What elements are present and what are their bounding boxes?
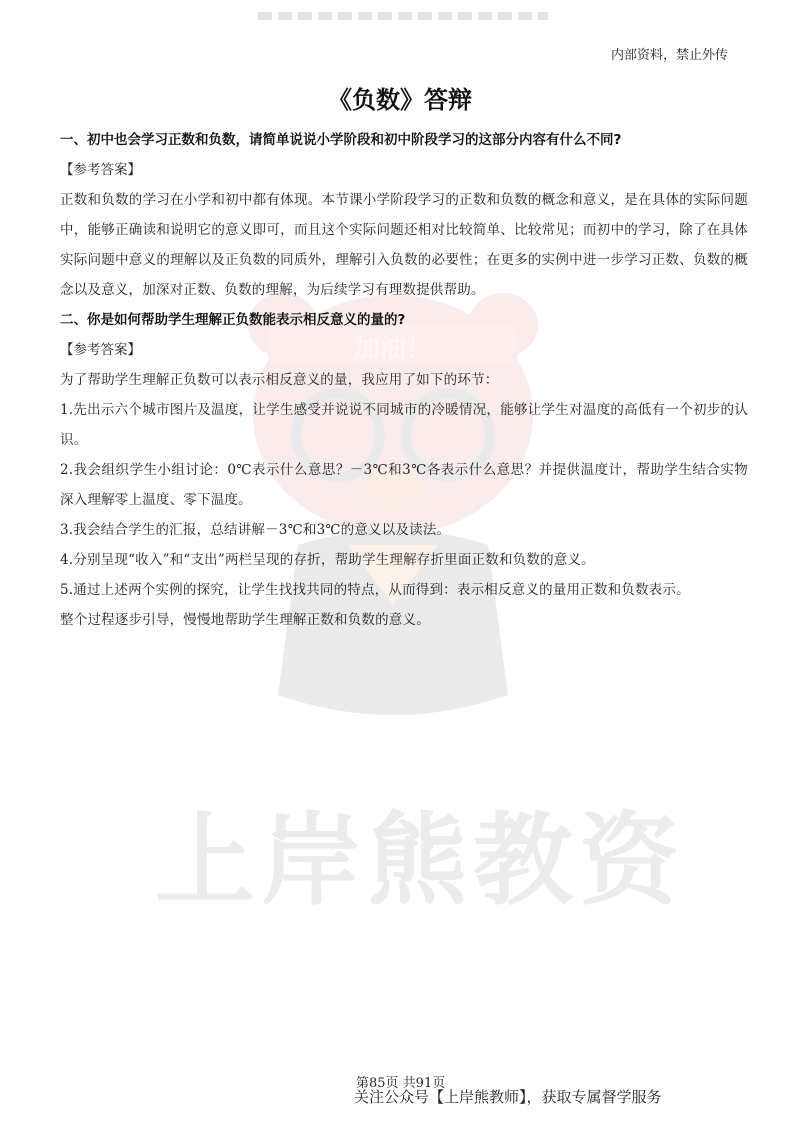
answer-line: 3.我会结合学生的汇报，总结讲解－3℃和3℃的意义以及读法。: [60, 522, 451, 538]
answer-paragraph: 正数和负数的学习在小学和初中都有体现。本节课小学阶段学习的正数和负数的概念和意义，是在具体的实际问题中，能够正确读和说明它的意义即可，而且这个实际问题还相对比较简单、比较常见；而初中的学习，除了在具体实际问题中意义的理解以及正负数的同质外，理解引入负数的必要性；在更多的实例中进一步学习正数、负数的概念以及意义，加深对正数、负数的理解，为后续学习有理数提供帮助。: [60, 192, 748, 298]
answer-line: 2.我会组织学生小组讨论：0℃表示什么意思？－3℃和3℃各表示什么意思？并提供温度计，帮助学生结合实物深入理解零上温度、零下温度。: [60, 462, 748, 508]
document-body: [60, 125, 748, 635]
blurred-header: [258, 12, 548, 20]
answer-label: 【参考答案】: [60, 162, 141, 178]
answer-line: 1.先出示六个城市图片及温度，让学生感受并说说不同城市的冷暖情况，能够让学生对温度的高低有一个初步的认识。: [60, 402, 748, 448]
page-title: 《负数》答辩: [328, 85, 472, 114]
answer-line: 4.分别呈现“收入”和“支出”两栏呈现的存折，帮助学生理解存折里面正数和负数的意义。: [60, 552, 595, 568]
answer-line: 整个过程逐步引导，慢慢地帮助学生理解正数和负数的意义。: [60, 612, 430, 628]
question-heading: 二、你是如何帮助学生理解正负数能表示相反意义的量的?: [60, 312, 406, 328]
answer-line: 5.通过上述两个实例的探究，让学生找找共同的特点，从而得到：表示相反意义的量用正数和负数表示。: [60, 582, 690, 598]
confidential-notice: 内部资料，禁止外传: [610, 48, 728, 63]
page-number: 第85页 共91页: [356, 1076, 446, 1091]
footer-note: 关注公众号【上岸熊教师】，获取专属督学服务: [354, 1088, 662, 1106]
mascot-banner-text: 加油！: [353, 334, 433, 364]
brand-watermark: 上岸熊教资: [155, 802, 685, 919]
answer-label: 【参考答案】: [60, 342, 141, 358]
answer-line: 为了帮助学生理解正负数可以表示相反意义的量，我应用了如下的环节：: [60, 372, 499, 388]
question-heading: 一、初中也会学习正数和负数，请简单说说小学阶段和初中阶段学习的这部分内容有什么不同?: [60, 132, 622, 148]
